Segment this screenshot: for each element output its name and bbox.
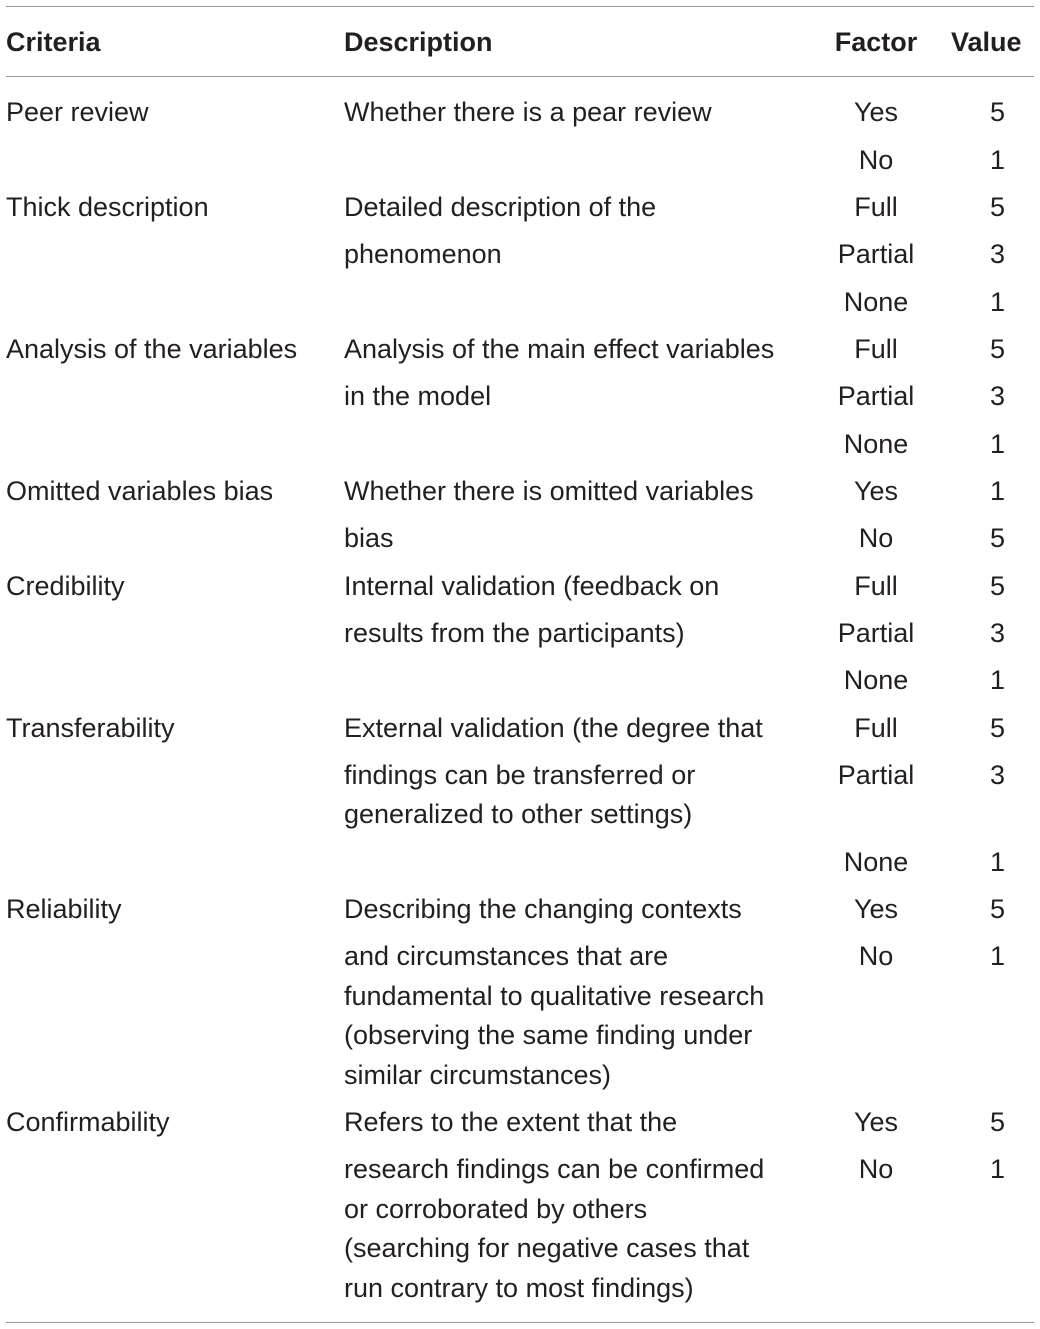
- row-factor: Full: [854, 192, 898, 222]
- row-factor: Yes: [853, 476, 899, 506]
- row-factor: Full: [854, 334, 898, 364]
- row-value: 3: [989, 381, 1005, 411]
- row-description-line: and circumstances that are: [344, 941, 669, 971]
- row-description-line: results from the participants): [344, 618, 685, 648]
- row-factor: Full: [854, 713, 898, 743]
- top-rule: [6, 6, 1034, 7]
- row-value: 5: [989, 334, 1005, 364]
- row-description-line: (observing the same finding under: [344, 1020, 753, 1050]
- row-description-line: findings can be transferred or: [344, 760, 696, 790]
- row-factor: No: [858, 1154, 894, 1184]
- row-factor: None: [843, 665, 909, 695]
- row-value: 1: [989, 145, 1005, 175]
- row-criteria: Peer review: [6, 97, 149, 127]
- row-description-line: Describing the changing contexts: [344, 894, 742, 924]
- row-value: 3: [989, 618, 1005, 648]
- row-description-line: Analysis of the main effect variables: [344, 334, 775, 364]
- row-factor: No: [858, 941, 894, 971]
- row-value: 1: [989, 941, 1005, 971]
- row-factor: Yes: [853, 894, 899, 924]
- header-value: Value: [951, 27, 1022, 57]
- header-criteria: Criteria: [6, 27, 101, 57]
- row-value: 5: [989, 571, 1005, 601]
- row-value: 5: [989, 97, 1005, 127]
- row-factor: Partial: [837, 760, 915, 790]
- row-value: 3: [989, 760, 1005, 790]
- row-value: 1: [989, 1154, 1005, 1184]
- row-criteria: Confirmability: [6, 1107, 170, 1137]
- row-value: 1: [989, 847, 1005, 877]
- row-value: 5: [989, 192, 1005, 222]
- row-description-line: Whether there is omitted variables: [344, 476, 754, 506]
- bottom-rule: [6, 1322, 1034, 1323]
- row-value: 3: [989, 239, 1005, 269]
- row-factor: None: [843, 287, 909, 317]
- row-factor: No: [858, 523, 894, 553]
- header-description: Description: [344, 27, 493, 57]
- row-criteria: Analysis of the variables: [6, 334, 298, 364]
- row-description-line: Whether there is a pear review: [344, 97, 712, 127]
- row-description-line: research findings can be confirmed: [344, 1154, 765, 1184]
- row-description-line: in the model: [344, 381, 492, 411]
- row-value: 1: [989, 429, 1005, 459]
- row-description-line: fundamental to qualitative research: [344, 981, 765, 1011]
- row-factor: Full: [854, 571, 898, 601]
- row-description-line: run contrary to most findings): [344, 1273, 694, 1303]
- row-factor: Yes: [853, 1107, 899, 1137]
- row-description-line: phenomenon: [344, 239, 502, 269]
- row-factor: Partial: [837, 239, 915, 269]
- row-value: 5: [989, 713, 1005, 743]
- row-criteria: Thick description: [6, 192, 209, 222]
- row-value: 5: [989, 1107, 1005, 1137]
- row-criteria: Reliability: [6, 894, 122, 924]
- row-criteria: Transferability: [6, 713, 175, 743]
- row-factor: Yes: [853, 97, 899, 127]
- row-description-line: Internal validation (feedback on: [344, 571, 720, 601]
- row-criteria: Omitted variables bias: [6, 476, 274, 506]
- row-description-line: bias: [344, 523, 394, 553]
- row-value: 1: [989, 476, 1005, 506]
- row-value: 5: [989, 894, 1005, 924]
- row-criteria: Credibility: [6, 571, 125, 601]
- row-description-line: generalized to other settings): [344, 799, 693, 829]
- header-factor: Factor: [834, 27, 918, 57]
- row-description-line: External validation (the degree that: [344, 713, 763, 743]
- row-factor: None: [843, 429, 909, 459]
- header-rule: [6, 76, 1034, 77]
- row-value: 5: [989, 523, 1005, 553]
- row-factor: Partial: [837, 618, 915, 648]
- row-value: 1: [989, 287, 1005, 317]
- row-description-line: (searching for negative cases that: [344, 1233, 750, 1263]
- row-factor: Partial: [837, 381, 915, 411]
- row-description-line: similar circumstances): [344, 1060, 612, 1090]
- row-value: 1: [989, 665, 1005, 695]
- row-description-line: or corroborated by others: [344, 1194, 648, 1224]
- row-description-line: Refers to the extent that the: [344, 1107, 678, 1137]
- row-factor: None: [843, 847, 909, 877]
- row-factor: No: [858, 145, 894, 175]
- row-description-line: Detailed description of the: [344, 192, 657, 222]
